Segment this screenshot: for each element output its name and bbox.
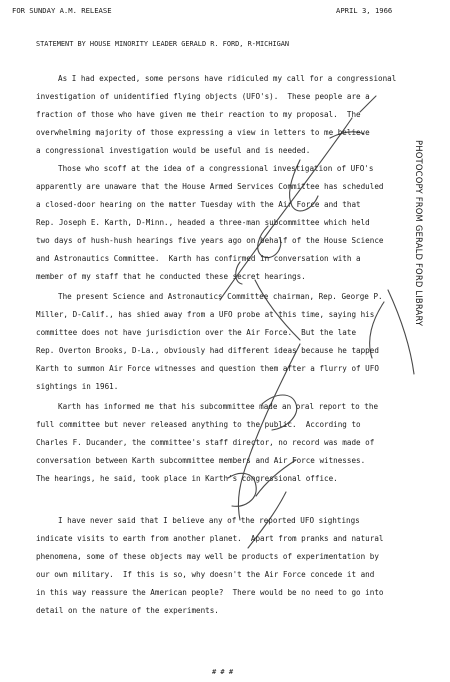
text-line: As I had expected, some persons have ridiculed my call for a congressional [58,74,397,83]
text-line: detail on the nature of the experiments. [36,606,219,615]
text-line: conversation between Karth subcommittee members and Air Force witnesses. [36,456,366,465]
date-line: APRIL 3, 1966 [336,6,393,15]
statement-title: STATEMENT BY HOUSE MINORITY LEADER GERALD R. FORD, R-MICHIGAN [36,40,290,48]
text-line: Those who scoff at the idea of a congressional investigation of UFO's [58,164,374,173]
text-line: committee does not have jurisdiction over the Air Force. But the late [36,328,357,337]
text-line: two days of hush-hush hearings five years ago on behalf of the House Science [36,236,384,245]
text-line: a congressional investigation would be useful and is needed. [36,146,311,155]
text-line: Miller, D-Calif., has shied away from a UFO probe at this time, saying his [36,310,375,319]
text-line: fraction of those who have given me their reaction to my proposal. The [36,110,361,119]
text-line: apparently are unaware that the House Armed Services Committee has scheduled [36,182,384,191]
release-line: FOR SUNDAY A.M. RELEASE [12,6,112,15]
text-line: The present Science and Astronautics Committee chairman, Rep. George P. [58,292,383,301]
text-line: and Astronautics Committee. Karth has confirmed in conversation with a [36,254,361,263]
text-line: our own military. If this is so, why doesn't the Air Force concede it and [36,570,375,579]
text-line: investigation of unidentified flying objects (UFO's). These people are a [36,92,370,101]
text-line: indicate visits to earth from another planet. Apart from pranks and natural [36,534,384,543]
text-line: phenomena, some of these objects may well be products of experimentation by [36,552,379,561]
text-line: in this way reassure the American people? There would be no need to go into [36,588,384,597]
text-line: overwhelming majority of those expressing a view in letters to me believe [36,128,370,137]
text-line: Karth to summon Air Force witnesses and question them after a flurry of UFO [36,364,379,373]
text-line: Karth has informed me that his subcommittee made an oral report to the [58,402,379,411]
text-line: full committee but never released anything to the public. According to [36,420,361,429]
text-line: The hearings, he said, took place in Karth's congressional office. [36,474,338,483]
text-line: sightings in 1961. [36,382,119,391]
text-line: member of my staff that he conducted these secret hearings. [36,272,306,281]
text-line: Rep. Joseph E. Karth, D-Minn., headed a three-man subcommittee which held [36,218,370,227]
end-mark: # # # [212,668,234,676]
text-line: Charles F. Ducander, the committee's staff director, no record was made of [36,438,375,447]
text-line: a closed-door hearing on the matter Tuesday with the Air Force and that [36,200,361,209]
text-line: Rep. Overton Brooks, D-La., obviously had different ideas because he tapped [36,346,379,355]
text-line: I have never said that I believe any of the reported UFO sightings [58,516,360,525]
library-stamp: PHOTOCOPY FROM GERALD FORD LIBRARY [414,140,424,327]
